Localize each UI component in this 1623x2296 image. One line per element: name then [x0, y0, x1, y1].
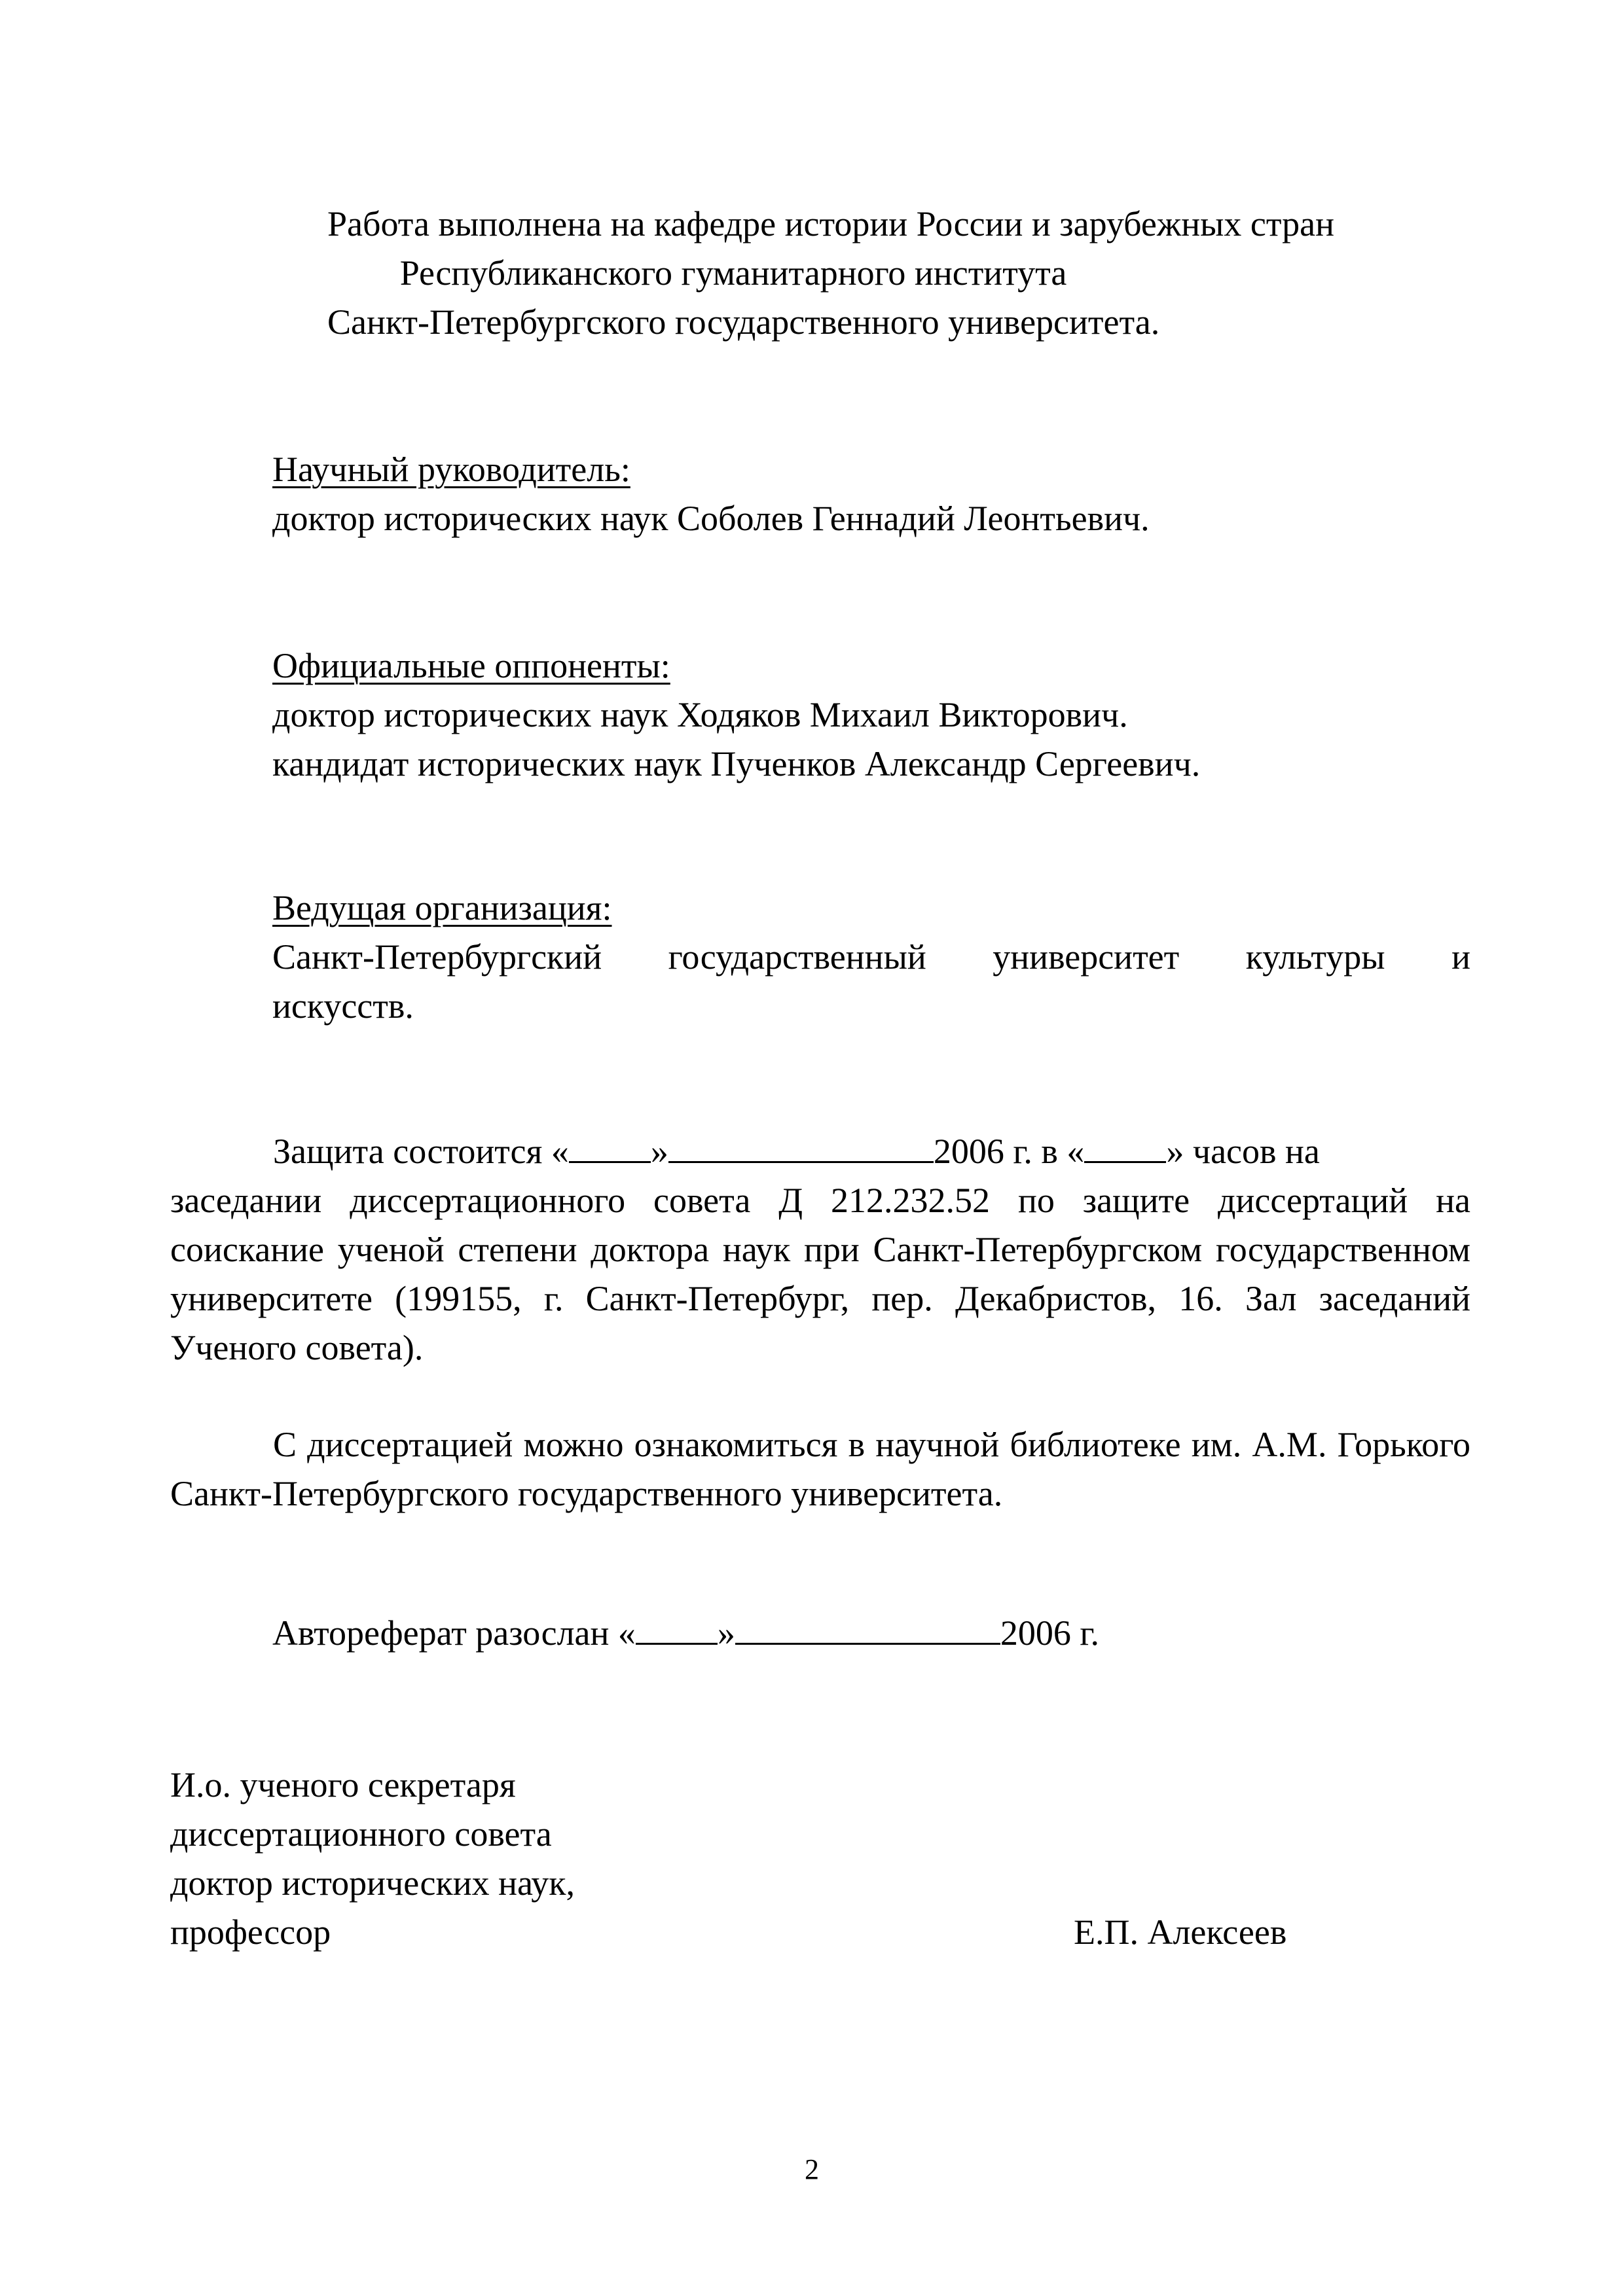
leading-org-word: и: [1451, 937, 1470, 977]
defense-rest: заседании диссертационного совета Д 212.232.52 по защите диссертаций на соискание ученой степени доктора наук при Санкт-Петербургском государственном университете (199155, г. Санкт-Петербург, пер. Декабристов, 16. Зал заседаний Ученого совета).: [170, 1181, 1470, 1367]
supervisor-section: [272, 445, 1470, 543]
signature-block: [170, 1761, 825, 1957]
opponents-section: [272, 641, 1470, 789]
signature-line: диссертационного совета: [170, 1814, 552, 1854]
leading-org-word: государственный: [668, 937, 926, 977]
header: [327, 200, 1334, 347]
signature-line: И.о. ученого секретаря: [170, 1765, 516, 1804]
leading-org-word: университет: [993, 937, 1180, 977]
opponents-heading: Официальные оппоненты:: [272, 646, 670, 685]
supervisor-heading: Научный руководитель:: [272, 450, 630, 489]
header-line-2: Республиканского гуманитарного института: [399, 253, 1067, 293]
library-paragraph: С диссертацией можно ознакомиться в научной библиотеке им. А.М. Горького Санкт-Петербургского государственного университета.: [170, 1425, 1470, 1513]
leading-org-word: культуры: [1245, 937, 1385, 977]
header-line-3: Санкт-Петербургского государственного университета.: [327, 302, 1160, 342]
leading-org-word: Санкт-Петербургский: [272, 937, 602, 977]
leading-org-heading: Ведущая организация:: [272, 888, 612, 927]
signature-line: профессор: [170, 1912, 331, 1952]
supervisor-text: доктор исторических наук Соболев Геннадий Леонтьевич.: [272, 499, 1150, 538]
leading-org-section: [272, 884, 1470, 1031]
defense-lead: Защита состоится « » 2006 г. в « » часов на: [273, 1127, 1320, 1176]
mailing-day-blank: [636, 1611, 718, 1645]
opponent-item: кандидат исторических наук Пученков Александр Сергеевич.: [272, 744, 1201, 783]
mailing-line: Автореферат разослан « » 2006 г.: [272, 1609, 1099, 1658]
mailing-month-blank: [735, 1611, 1000, 1645]
header-line-1: Работа выполнена на кафедре истории России и зарубежных стран: [327, 204, 1334, 243]
defense-paragraph: [170, 1127, 1470, 1372]
leading-org-text-line-2: искусств.: [272, 986, 414, 1026]
signature-line: доктор исторических наук,: [170, 1863, 575, 1903]
hour-blank: [1084, 1130, 1166, 1163]
leading-org-text-line-1: [272, 933, 1470, 982]
page-number: 2: [805, 2153, 819, 2185]
signatory-name: Е.П. Алексеев: [1074, 1912, 1287, 1952]
defense-first-line: [170, 1127, 1470, 1176]
month-blank: [668, 1130, 934, 1163]
opponent-item: доктор исторических наук Ходяков Михаил Викторович.: [272, 695, 1128, 734]
day-blank: [569, 1130, 651, 1163]
